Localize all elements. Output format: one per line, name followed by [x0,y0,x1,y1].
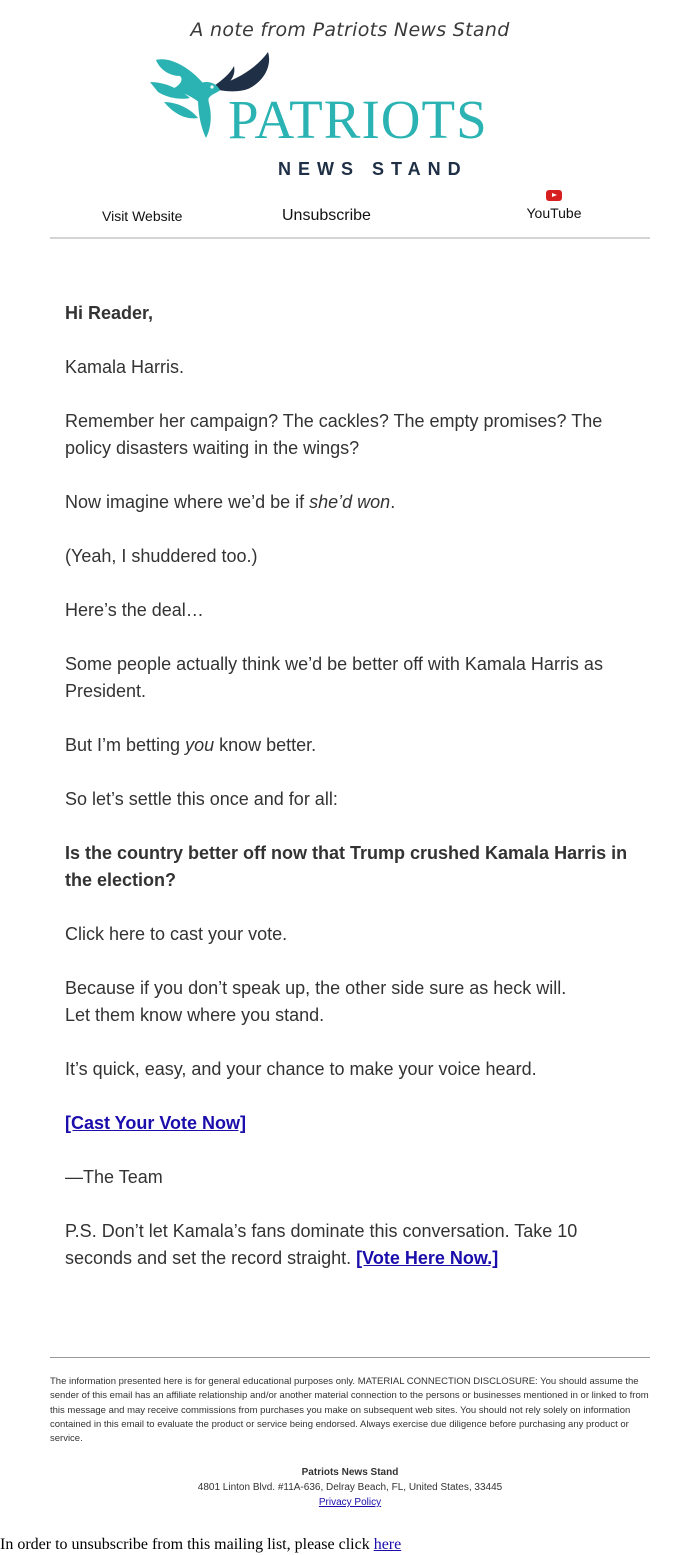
youtube-link[interactable] [526,190,582,221]
paragraph: Here’s the deal… [65,600,204,620]
poll-question: Is the country better off now that Trump crushed Kamala Harris in the election? [65,843,628,890]
privacy-policy-link[interactable]: Privacy Policy [318,1497,382,1508]
cta-paragraph [65,1110,640,1137]
paragraph [65,975,640,1029]
logo-wordmark: PATRIOTS [228,89,488,150]
address-block [0,1465,700,1510]
paragraph: Click here to cast your vote. [65,924,288,944]
email-body [65,300,640,1299]
header-note: A note from Patriots News Stand [190,19,510,41]
unsubscribe-link[interactable]: Unsubscribe [282,207,371,224]
paragraph [65,489,640,516]
paragraph: (Yeah, I shuddered too.) [65,546,258,566]
paragraph: So let’s settle this once and for all: [65,789,338,809]
signoff: —The Team [65,1167,163,1187]
vote-here-link[interactable]: [Vote Here Now.] [356,1248,499,1268]
paragraph: It’s quick, easy, and your chance to make your voice heard. [65,1059,537,1079]
text-span: . [390,492,396,512]
company-name: Patriots News Stand [301,1467,399,1478]
text-span: know better. [214,735,317,755]
paragraph: Kamala Harris. [65,357,185,377]
company-address: 4801 Linton Blvd. #11A-636, Delray Beach, FL, United States, 33445 [197,1482,503,1493]
emphasis: you [185,735,215,755]
text-line: Because if you don’t speak up, the other side sure as heck will. [65,978,567,998]
emphasis: she’d won [309,492,391,512]
disclosure-text: The information presented here is for general educational purposes only. MATERIAL CONNECTION DISCLOSURE: You should assume the sender of this email has an affiliate relationship and/or another material connection to the persons or businesses mentioned in or linked to from this message and may receive commissions from purchases you make on subsequent web sites. You should not rely solely on information contained in this email to evaluate the product or service being endorsed. Always exercise due diligence before purchasing any product or service. [50,1376,649,1445]
text-span: But I’m betting [65,735,186,755]
paragraph: Remember her campaign? The cackles? The empty promises? The policy disasters waiting in the wings? [65,411,603,458]
unsubscribe-text: In order to unsubscribe from this mailing list, please click [0,1536,374,1553]
unsubscribe-note [0,1536,401,1554]
footer-divider [50,1357,650,1358]
youtube-icon [546,190,562,201]
nav-bar [50,190,650,239]
visit-website-link[interactable]: Visit Website [102,208,183,224]
text-span: Now imagine where we’d be if [65,492,310,512]
cast-vote-link[interactable]: [Cast Your Vote Now] [65,1113,247,1133]
postscript [65,1218,640,1272]
greeting: Hi Reader, [65,303,154,323]
text-line: Let them know where you stand. [65,1005,325,1025]
ps-text: P.S. Don’t let Kamala’s fans dominate this conversation. Take 10 seconds and set the record straight. [65,1221,578,1268]
unsubscribe-here-link[interactable]: here [373,1536,402,1553]
youtube-label: YouTube [526,205,582,221]
paragraph: Some people actually think we’d be better off with Kamala Harris as President. [65,654,603,701]
patriots-logo [150,50,550,185]
paragraph [65,732,640,759]
logo-subtitle: NEWS STAND [278,159,468,179]
